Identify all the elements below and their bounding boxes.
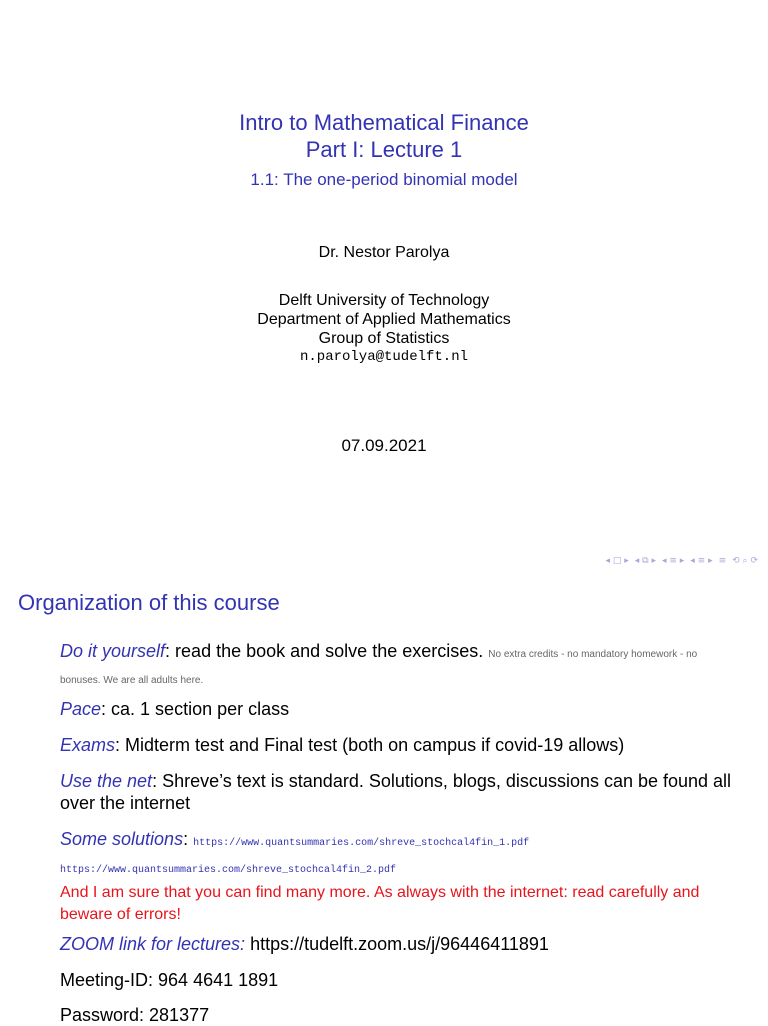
diy-note: No extra credits - no mandatory homework - no bonuses. We are all adults here. [60, 649, 698, 686]
exams-label: Exams [60, 735, 116, 755]
solutions-colon: : [183, 829, 189, 849]
solutions-link-2[interactable]: https://www.quantsummaries.com/shreve_stochcal4fin_2.pdf [60, 865, 397, 876]
warning-text: And I am sure that you can find many more. As always with the internet: read carefully and beware of errors! [60, 884, 700, 923]
frame-title: Organization of this course [18, 590, 280, 615]
align-icon[interactable]: ≡ [718, 556, 727, 566]
lecture-date: 07.09.2021 [341, 436, 427, 455]
zoom-link[interactable]: https://tudelft.zoom.us/j/96446411891 [250, 934, 549, 954]
beamer-navigation-bar [606, 556, 758, 566]
author: Dr. Nestor Parolya [318, 244, 450, 261]
zoom-label: ZOOM link for lectures: [60, 934, 246, 954]
pace-item [60, 698, 740, 720]
solutions-label: Some solutions [60, 829, 184, 849]
pace-label: Pace [60, 699, 102, 719]
net-label: Use the net [60, 771, 153, 791]
course-organization-slide [0, 576, 768, 1024]
frame-nav-icon[interactable]: ◂ □ ▸ [605, 556, 629, 566]
exams-item [60, 734, 740, 756]
title-line-2: Part I: Lecture 1 [305, 137, 463, 162]
diy-text: : read the book and solve the exercises. [165, 641, 484, 661]
solutions-link-1[interactable]: https://www.quantsummaries.com/shreve_stochcal4fin_1.pdf [193, 838, 530, 849]
net-text: : Shreve’s text is standard. Solutions, blogs, discussions can be found all over the internet [60, 771, 732, 813]
title-line-1: Intro to Mathematical Finance [239, 110, 529, 135]
affiliation-department: Department of Applied Mathematics [257, 311, 511, 328]
lecture-subtitle: 1.1: The one-period binomial model [250, 170, 518, 189]
subsection-nav-icon[interactable]: ◂ ⧉ ▸ [634, 556, 656, 566]
lecture-title [0, 109, 768, 163]
search-undo-redo-icon[interactable]: ⟲ ⌕ ⟳ [732, 556, 758, 566]
meeting-password: Password: 281377 [60, 1005, 210, 1025]
affiliation-university: Delft University of Technology [278, 292, 490, 309]
section-nav-icon[interactable]: ◂ ≡ ▸ [661, 556, 685, 566]
pace-text: : ca. 1 section per class [101, 699, 290, 719]
affiliation-group: Group of Statistics [318, 330, 450, 347]
diy-label: Do it yourself [60, 641, 166, 661]
affiliation [0, 291, 768, 367]
section-nav-icon-2[interactable]: ◂ ≡ ▸ [690, 556, 713, 566]
net-item [60, 770, 740, 814]
author-email[interactable]: n.parolya@tudelft.nl [299, 349, 469, 365]
exams-text: : Midterm test and Final test (both on campus if covid-19 allows) [115, 735, 625, 755]
zoom-item [60, 933, 740, 955]
solutions-item [60, 828, 740, 926]
diy-item [60, 640, 740, 692]
meeting-id: Meeting-ID: 964 4641 1891 [60, 970, 279, 990]
